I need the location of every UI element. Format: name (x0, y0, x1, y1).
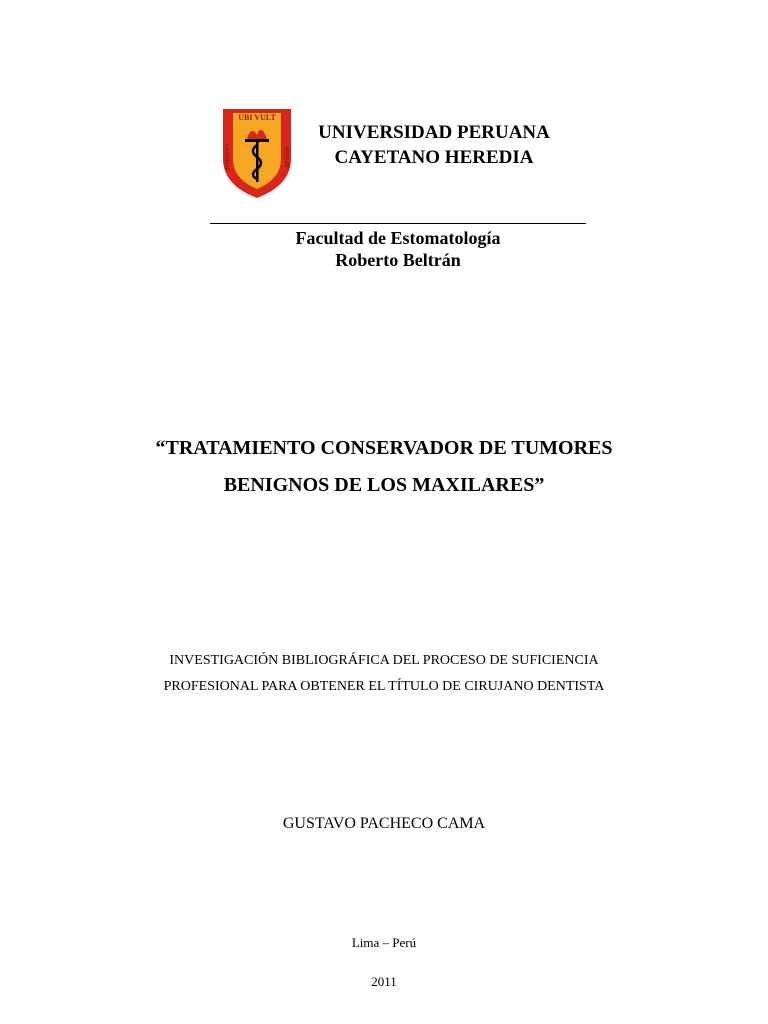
divider (210, 223, 586, 224)
svg-text:SPIRAT: SPIRAT (283, 146, 289, 168)
svg-text:UBI VULT: UBI VULT (238, 113, 276, 122)
place: Lima – Perú (351, 935, 417, 950)
subtitle-line1: INVESTIGACIÓN BIBLIOGRÁFICA DEL PROCESO DE SUFICIENCIA (169, 653, 599, 668)
svg-text:SPIRITUS: SPIRITUS (225, 143, 231, 171)
university-name-line1: UNIVERSIDAD PERUANA (318, 122, 550, 143)
author-name: GUSTAVO PACHECO CAMA (282, 815, 486, 832)
university-logo (221, 107, 293, 200)
year: 2011 (371, 974, 397, 989)
thesis-title-line2: BENIGNOS DE LOS MAXILARES” (223, 474, 545, 496)
university-name-line2: CAYETANO HEREDIA (334, 147, 534, 168)
subtitle-line2: PROFESIONAL PARA OBTENER EL TÍTULO DE CIRUJANO DENTISTA (163, 679, 605, 694)
thesis-title-line1: “TRATAMIENTO CONSERVADOR DE TUMORES (155, 437, 613, 459)
faculty-line2: Roberto Beltrán (335, 250, 461, 270)
faculty-line1: Facultad de Estomatología (295, 228, 501, 248)
